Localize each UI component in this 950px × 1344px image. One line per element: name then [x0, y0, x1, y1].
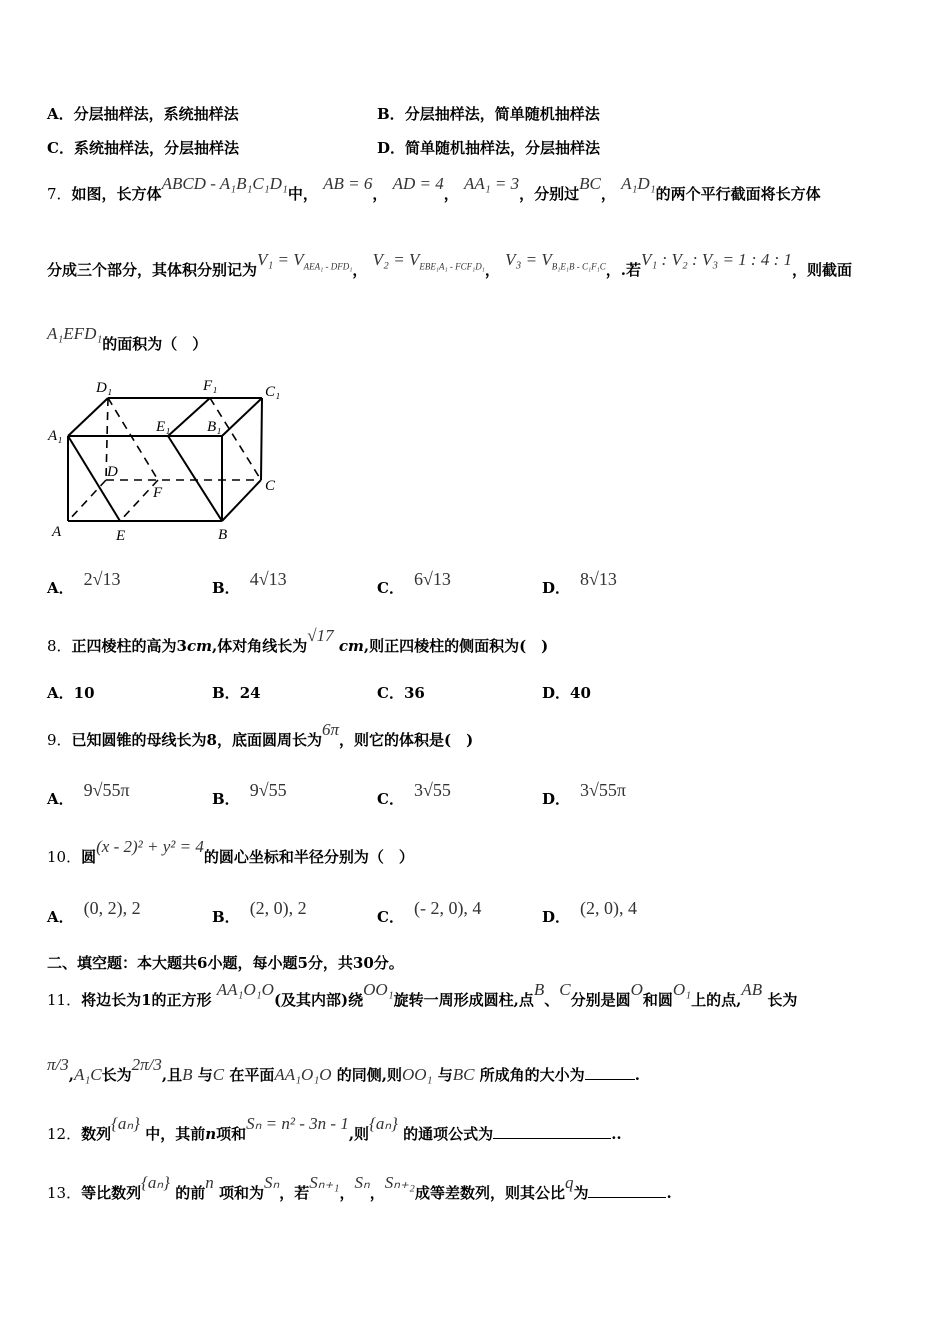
q11-math: OO₁ [401, 1065, 433, 1084]
q12-math-n: n [205, 1125, 217, 1143]
figure-labels [47, 378, 280, 544]
q13-text: 为 [573, 1184, 589, 1202]
q13-text: ， [369, 1184, 385, 1202]
option-math: 2√13 [83, 569, 121, 589]
option-letter: A． [47, 684, 74, 702]
answer-blank[interactable] [585, 1067, 635, 1080]
q12-math-sequence: {aₙ} [111, 1114, 140, 1133]
q11-math: AA₁O₁O [274, 1065, 332, 1084]
q11-text: 与 [197, 1066, 213, 1084]
q7-math-aa1: AA₁ = 3 [463, 174, 520, 193]
q13-math-n: n [205, 1173, 214, 1192]
q10-text: 的圆心坐标和半径分别为（ ） [203, 848, 414, 866]
q7-text: ，则截面 [792, 261, 853, 279]
q6-option-b [377, 103, 600, 124]
option-letter: C． [377, 684, 404, 702]
q9-option-b [212, 780, 287, 809]
option-text: 24 [239, 684, 261, 702]
q11-text: 的同侧,则 [336, 1066, 402, 1084]
q9-math-circumference: 6π [322, 720, 340, 739]
q8-option-d [542, 682, 591, 703]
q11-math: C [559, 980, 571, 999]
q7-text: 中， [287, 185, 318, 203]
q7-math-ad: AD = 4 [392, 174, 444, 193]
q11-text: ,且 [161, 1066, 183, 1084]
q7-math-v3 [505, 250, 606, 272]
option-text: 36 [403, 684, 425, 702]
option-math: (0, 2), 2 [83, 898, 141, 918]
option-letter: A． [47, 105, 74, 123]
q13-math-s: Sₙ [263, 1173, 280, 1192]
q12-text: ,则 [348, 1125, 370, 1143]
q13-math-sequence: {aₙ} [141, 1173, 170, 1192]
option-text: 简单随机抽样法，分层抽样法 [405, 139, 601, 157]
q9-line [47, 720, 474, 750]
option-letter: D． [542, 908, 571, 926]
q10-line [47, 837, 414, 867]
q7-text: ， [600, 185, 616, 203]
option-letter: D． [542, 790, 571, 808]
q13-text: ， [339, 1184, 355, 1202]
q7-line-1 [47, 174, 821, 204]
q10-text: 圆 [81, 848, 97, 866]
answer-blank[interactable] [588, 1185, 666, 1198]
option-letter: B． [212, 684, 240, 702]
q7-text: 分成三个部分，其体积分别记为 [47, 261, 258, 279]
q7-option-c [377, 569, 451, 598]
q6-option-a [47, 103, 239, 124]
q13-line [47, 1173, 672, 1203]
q11-math: AA₁O₁O [216, 980, 274, 999]
q11-text: 所成角的大小为 [479, 1066, 585, 1084]
q11-math: OO₁ [363, 980, 394, 999]
label-b1: B₁ [207, 419, 222, 435]
q7-math-cuboid: ABCD - A₁B₁C₁D₁ [161, 174, 288, 193]
math-sub: EBE₁A₁ - FCF₁D₁ [419, 261, 485, 272]
q13-text: 成等差数列，则其公比 [414, 1184, 565, 1202]
math-main: V₃ = V [505, 250, 552, 269]
q12-text: 中，其前 [145, 1125, 206, 1143]
answer-blank[interactable] [493, 1126, 611, 1139]
q11-math: O₁ [672, 980, 692, 999]
math-main: V₂ = V [372, 250, 420, 269]
option-math: 9√55 [249, 780, 287, 800]
q7-math-v1 [257, 250, 353, 272]
q7-text: ， [484, 261, 500, 279]
math-main: V₁ = V [257, 250, 304, 269]
question-number: 7． [47, 185, 72, 203]
q9-option-c [377, 780, 451, 809]
option-letter: B． [377, 105, 405, 123]
q9-text: 已知圆锥的母线长为8，底面圆周长为 [71, 731, 322, 749]
q7-text: ，.若 [605, 261, 641, 279]
q10-option-a [47, 898, 141, 927]
q11-text: 将边长为1的正方形 [81, 991, 212, 1009]
option-text: 40 [570, 684, 591, 702]
q7-math-ratio: V₁ : V₂ : V₃ = 1 : 4 : 1 [641, 250, 792, 269]
question-number: 12． [47, 1125, 82, 1143]
q7-math-v2 [372, 250, 485, 272]
q7-math-a1d1: A₁D₁ [621, 174, 656, 193]
q7-line-3 [47, 324, 208, 354]
label-f: F [153, 485, 163, 501]
q11-math-arc: A₁C [73, 1065, 102, 1084]
q7-option-a [47, 569, 121, 598]
label-a1: A₁ [48, 428, 63, 444]
option-text: 分层抽样法，简单随机抽样法 [404, 105, 600, 123]
option-math: (2, 0), 2 [249, 898, 307, 918]
option-letter: C． [377, 790, 404, 808]
section-heading: 二、填空题：本大题共6小题，每小题5分，共30分。 [47, 954, 404, 972]
option-math: (2, 0), 4 [580, 898, 638, 918]
q11-text: 和圆 [642, 991, 673, 1009]
label-a: A [52, 524, 62, 540]
q13-text: 的前 [175, 1184, 206, 1202]
q8-text: ,则正四棱柱的侧面积为( ) [363, 637, 549, 655]
q7-text: 如图，长方体 [71, 185, 162, 203]
math-sub: B₁E₁B - C₁F₁C [551, 261, 606, 272]
q7-math-section: A₁EFD₁ [47, 324, 103, 343]
q7-text: 的两个平行截面将长方体 [655, 185, 821, 203]
q13-math-s: Sₙ₊₂ [384, 1173, 415, 1192]
q11-text: 与 [437, 1066, 453, 1084]
q7-option-d [542, 569, 617, 598]
option-math: 3√55π [580, 780, 626, 800]
q8-math-diagonal: √17 [307, 626, 334, 645]
q11-line-1 [47, 980, 798, 1010]
option-letter: B． [212, 579, 240, 597]
option-letter: A． [47, 579, 74, 597]
q13-text: ，若 [279, 1184, 310, 1202]
q8-option-c [377, 682, 425, 703]
q11-math-arc: AB [741, 980, 763, 999]
q7-option-b [212, 569, 287, 598]
option-math: (- 2, 0), 4 [413, 898, 482, 918]
q7-text: ， [352, 261, 368, 279]
q11-math: O [630, 980, 643, 999]
label-c: C [265, 478, 276, 494]
q12-math-sum: Sₙ = n² - 3n - 1 [246, 1114, 349, 1133]
q10-option-c [377, 898, 482, 927]
q11-text: 、 [544, 991, 560, 1009]
question-number: 10． [47, 848, 82, 866]
q7-text: ， [372, 185, 388, 203]
option-letter: B． [212, 790, 240, 808]
option-letter: B． [212, 908, 240, 926]
label-d1: D₁ [96, 380, 113, 396]
q11-text: 旋转一周形成圆柱,点 [393, 991, 534, 1009]
label-c1: C₁ [265, 384, 281, 400]
question-number: 9． [47, 731, 72, 749]
option-letter: A． [47, 790, 74, 808]
option-math: 3√55 [413, 780, 451, 800]
q7-math-ab: AB = 6 [323, 174, 373, 193]
q13-math-s: Sₙ [354, 1173, 370, 1192]
option-math: 6√13 [413, 569, 451, 589]
label-d: D [107, 464, 118, 480]
q10-math-circle: (x - 2)² + y² = 4 [96, 837, 204, 856]
q11-math-fraction: 2π/3 [131, 1055, 162, 1074]
q10-option-b [212, 898, 307, 927]
q12-math-sequence: {aₙ} [369, 1114, 398, 1133]
q8-unit: cm [338, 637, 364, 655]
q11-math: C [212, 1065, 225, 1084]
q12-text: 的通项公式为 [403, 1125, 494, 1143]
q7-line-2 [47, 250, 853, 281]
q8-unit: cm [187, 637, 213, 655]
option-letter: C． [47, 139, 74, 157]
option-math: 4√13 [249, 569, 287, 589]
q13-text: . [666, 1184, 672, 1202]
q13-text: 项和为 [218, 1184, 264, 1202]
q8-text: ,体对角线长为 [212, 637, 308, 655]
q11-math: BC [452, 1065, 475, 1084]
q11-text: . [634, 1066, 640, 1084]
option-math: 9√55π [83, 780, 130, 800]
q9-text: ，则它的体积是( ) [339, 731, 474, 749]
q11-line-2 [47, 1055, 640, 1085]
q7-text: ， [443, 185, 459, 203]
q11-text: 在平面 [229, 1066, 275, 1084]
q9-option-d [542, 780, 626, 809]
q9-option-a [47, 780, 130, 809]
option-letter: C． [377, 579, 404, 597]
q11-text: 上的点, [691, 991, 742, 1009]
option-math: 8√13 [580, 569, 617, 589]
q8-line [47, 626, 549, 656]
question-number: 8． [47, 637, 72, 655]
q11-text: , [68, 1066, 74, 1084]
q11-text: 分别是圆 [570, 991, 631, 1009]
math-sub: AEA₁ - DFD₁ [303, 261, 353, 272]
q11-math: B [182, 1065, 193, 1084]
q12-text: 项和 [216, 1125, 247, 1143]
q12-text: .. [611, 1125, 622, 1143]
q11-math-fraction: π/3 [47, 1055, 69, 1074]
q7-text: 的面积为（ ） [102, 335, 208, 353]
option-letter: C． [377, 908, 404, 926]
label-e1: E₁ [156, 419, 171, 435]
option-text: 分层抽样法，系统抽样法 [73, 105, 239, 123]
label-e: E [116, 528, 126, 544]
q13-math-s: Sₙ₊₁ [309, 1173, 340, 1192]
q7-math-bc: BC [579, 174, 601, 193]
label-b: B [218, 527, 228, 543]
q13-math-q: q [564, 1173, 574, 1192]
question-number: 11． [47, 991, 82, 1009]
q6-option-d [377, 137, 600, 158]
q8-option-b [212, 682, 261, 703]
option-letter: D． [542, 579, 571, 597]
q11-text: 长为 [101, 1066, 132, 1084]
q10-option-d [542, 898, 638, 927]
option-letter: D． [542, 684, 571, 702]
q13-text: 等比数列 [81, 1184, 142, 1202]
question-number: 13． [47, 1184, 82, 1202]
q12-line [47, 1114, 622, 1144]
q11-text: (及其内部)绕 [273, 991, 364, 1009]
q8-option-a [47, 682, 95, 703]
q6-option-c [47, 137, 239, 158]
q7-text: ，分别过 [519, 185, 580, 203]
cuboid-figure [40, 372, 300, 552]
q12-text: 数列 [81, 1125, 112, 1143]
option-letter: A． [47, 908, 74, 926]
option-text: 系统抽样法，分层抽样法 [73, 139, 239, 157]
label-f1: F₁ [203, 378, 218, 394]
option-letter: D． [377, 139, 406, 157]
option-text: 10 [73, 684, 95, 702]
q11-math: B [533, 980, 545, 999]
q8-text: 正四棱柱的高为3 [71, 637, 187, 655]
q11-text: 长为 [767, 991, 798, 1009]
